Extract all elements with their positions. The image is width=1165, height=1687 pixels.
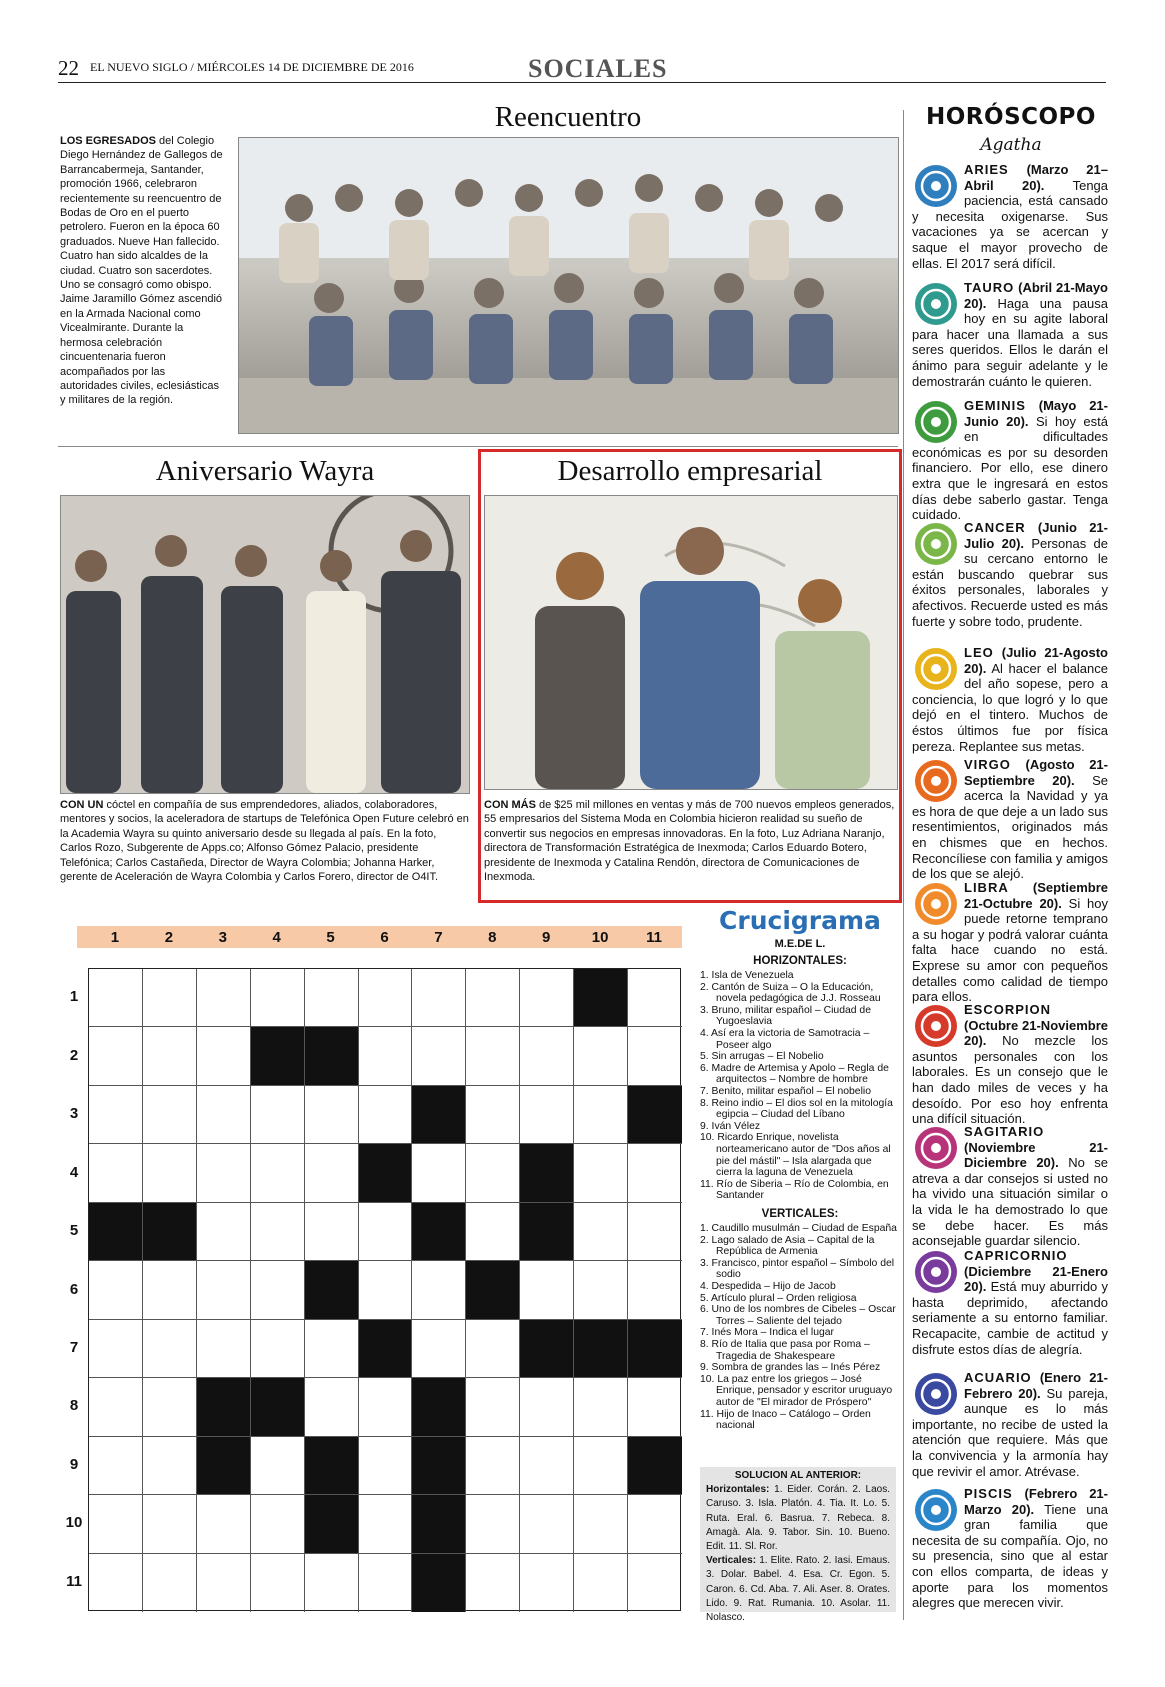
- group-photo-graphic: [239, 138, 898, 433]
- crossword-cell[interactable]: [412, 1320, 466, 1378]
- sign-name: LIBRA: [964, 880, 1009, 895]
- previous-solution: [700, 1467, 896, 1624]
- solution-horizontal-label: Horizontales:: [706, 1484, 770, 1496]
- crossword-black-cell: [305, 1495, 359, 1553]
- aries-icon: [914, 164, 958, 208]
- horizontal-clues: [700, 970, 897, 1202]
- sign-text: No mezcle los asuntos personales con los laborales. Es un consejo que le han dado miles de veces y ha desoído. Por eso hoy enfrenta una difícil situación.: [912, 1033, 1108, 1127]
- solution-horizontal-text: 1. Eider. Corán. 2. Laos. Caruso. 3. Isla. Platón. 4. Tia. It. Lo. 5. Ruta. Eral. 6. Basrua. 7. Rebeca. 8. Amagà. Ala. 9. Tabor. Sin. 10. Bueno. Edit. 11. Sl. Ror.: [706, 1484, 890, 1553]
- gemini-icon: [914, 400, 958, 444]
- horoscope-pisces: [912, 1486, 1108, 1611]
- crossword-cell[interactable]: [628, 969, 682, 1027]
- sign-dates: (Agosto 21-Septiembre 20).: [964, 757, 1108, 788]
- crossword-cell[interactable]: [197, 1261, 251, 1319]
- crossword-cell[interactable]: [89, 1554, 143, 1612]
- caption-reencuentro: [60, 134, 223, 408]
- crossword-black-cell: [251, 1378, 305, 1436]
- sign-name: GEMINIS: [964, 398, 1026, 413]
- horoscope-aries: [912, 162, 1108, 271]
- crossword-cell[interactable]: [251, 1203, 305, 1261]
- sign-dates: (Junio 21-Julio 20).: [964, 520, 1108, 551]
- crossword-black-cell: [520, 1320, 574, 1378]
- crossword-cell[interactable]: [305, 1144, 359, 1202]
- crossword-black-cell: [412, 1495, 466, 1553]
- crossword-author: M.E.DE L.: [774, 938, 826, 950]
- sign-name: LEO: [964, 645, 994, 660]
- crossword-cell[interactable]: [574, 1086, 628, 1144]
- crossword-black-cell: [305, 1437, 359, 1495]
- clue-item: 3. Bruno, militar español – Ciudad de Yugoeslavia: [700, 1004, 871, 1028]
- crossword-cell[interactable]: [359, 1261, 413, 1319]
- crossword-cell[interactable]: [197, 969, 251, 1027]
- sign-dates: (Mayo 21-Junio 20).: [964, 398, 1108, 429]
- crossword-cell[interactable]: [412, 969, 466, 1027]
- crossword-black-cell: [412, 1378, 466, 1436]
- crossword-cell[interactable]: [574, 1261, 628, 1319]
- solution-horizontal: [706, 1483, 890, 1554]
- clue-item: 5. Sin arrugas – El Nobelio: [700, 1051, 824, 1063]
- crossword-cell[interactable]: [359, 1203, 413, 1261]
- crossword-cell[interactable]: [520, 1554, 574, 1612]
- wayra-photo-graphic: [61, 496, 469, 793]
- caption-lead: LOS EGRESADOS: [60, 135, 156, 147]
- leo-icon: [914, 647, 958, 691]
- crossword-cell[interactable]: [466, 1144, 520, 1202]
- crossword-black-cell: [628, 1437, 682, 1495]
- horoscope-author: Agatha: [980, 135, 1042, 155]
- crossword-black-cell: [412, 1203, 466, 1261]
- horoscope-title: HORÓSCOPO: [926, 104, 1096, 130]
- vertical-clues: [700, 1223, 897, 1432]
- row-number: 5: [69, 1222, 79, 1240]
- column-number: 11: [646, 929, 662, 946]
- row-number: 6: [69, 1280, 79, 1298]
- crossword-cell[interactable]: [143, 1554, 197, 1612]
- row-number: 2: [69, 1046, 79, 1064]
- row-number: 11: [66, 1572, 82, 1590]
- capricorn-icon: [914, 1250, 958, 1294]
- column-number: 7: [434, 929, 443, 946]
- crossword-cell[interactable]: [143, 1378, 197, 1436]
- horoscope-libra: [912, 880, 1108, 1005]
- crossword-cell[interactable]: [251, 1320, 305, 1378]
- sign-dates: (Septiembre 21-Octubre 20).: [964, 880, 1108, 911]
- crossword-cell[interactable]: [520, 1437, 574, 1495]
- sign-text: Tiene una gran familia que necesita de su compañía. Ojo, no su presencia, sino que al estar con ellos comparta, de ideas y aporte para los momentos alegres que merecen vivir.: [912, 1501, 1108, 1611]
- crossword-black-cell: [197, 1378, 251, 1436]
- clue-item: 9. Sombra de grandes las – Inés Pérez: [700, 1362, 881, 1374]
- crossword-black-cell: [628, 1086, 682, 1144]
- horoscope-virgo: [912, 757, 1108, 882]
- row-number: 9: [69, 1455, 79, 1473]
- horoscope-cancer: [912, 520, 1108, 629]
- crossword-black-cell: [359, 1320, 413, 1378]
- crossword-cell[interactable]: [89, 1378, 143, 1436]
- sign-name: VIRGO: [964, 757, 1011, 772]
- crossword-cell[interactable]: [520, 1378, 574, 1436]
- column-number: 2: [164, 929, 174, 946]
- crossword-title: Crucigrama: [719, 906, 881, 935]
- crossword-black-cell: [197, 1437, 251, 1495]
- column-number: 1: [110, 929, 120, 946]
- row-number: 7: [69, 1338, 79, 1356]
- crossword-cell[interactable]: [359, 1027, 413, 1085]
- caption-lead: CON UN: [60, 799, 104, 811]
- sign-text: Al hacer el balance del año sopese, pero a conciencia, lo que logró y lo que dejó en el tintero. Muchos de éstos últimos fue por física pereza. Replantee sus metas.: [912, 660, 1108, 754]
- crossword-cell[interactable]: [143, 1437, 197, 1495]
- clue-item: 6. Uno de los nombres de Cibeles – Oscar Torres – Saliente del tejado: [700, 1304, 896, 1327]
- crossword-cell[interactable]: [197, 1086, 251, 1144]
- sign-dates: (Julio 21-Agosto 20).: [964, 645, 1108, 676]
- clue-item: 4. Despedida – Hijo de Jacob: [700, 1280, 836, 1292]
- crossword-column-numbers: [77, 926, 682, 948]
- crossword-cell[interactable]: [359, 1437, 413, 1495]
- cancer-icon: [914, 522, 958, 566]
- sign-dates: (Abril 21-Mayo 20).: [964, 280, 1108, 311]
- desarrollo-photo-graphic: [485, 496, 897, 789]
- crossword-cell[interactable]: [89, 1437, 143, 1495]
- sign-name: ARIES: [964, 162, 1009, 177]
- sign-dates: (Noviembre 21-Diciembre 20).: [964, 1139, 1108, 1171]
- crossword-cell[interactable]: [251, 1086, 305, 1144]
- crossword-cell[interactable]: [412, 1144, 466, 1202]
- crossword-cell[interactable]: [628, 1203, 682, 1261]
- crossword-cell[interactable]: [628, 1027, 682, 1085]
- sign-name: TAURO: [964, 280, 1015, 295]
- clue-item: 8. Río de Italia que pasa por Roma – Tragedia de Shakespeare: [700, 1338, 870, 1362]
- crossword-cell[interactable]: [89, 969, 143, 1027]
- crossword-cell[interactable]: [359, 969, 413, 1027]
- solution-vertical: [706, 1554, 890, 1625]
- caption-lead: CON MÁS: [484, 799, 536, 811]
- sign-text: Personas de su cercano entorno le están buscando quebrar sus éxitos personales, laborales y afectivos. Recuerde usted es más fuerte y sobre todo, prudente.: [912, 535, 1108, 629]
- horoscope-gemini: [912, 398, 1108, 523]
- column-number: 6: [380, 929, 389, 946]
- horoscope-sagittarius: [912, 1124, 1108, 1249]
- headline-reencuentro: Reencuentro: [494, 101, 642, 133]
- crossword-cell[interactable]: [574, 1437, 628, 1495]
- column-number: 10: [591, 929, 609, 946]
- clue-item: 5. Artículo plural – Orden religiosa: [700, 1292, 857, 1304]
- crossword-cell[interactable]: [143, 1086, 197, 1144]
- section-divider: [58, 446, 898, 447]
- crossword-black-cell: [628, 1320, 682, 1378]
- row-number: 1: [69, 988, 79, 1006]
- clue-item: 7. Benito, militar español – El nobelio: [700, 1085, 871, 1097]
- crossword-cell[interactable]: [520, 1027, 574, 1085]
- crossword-cell[interactable]: [359, 1554, 413, 1612]
- crossword-cell[interactable]: [89, 1495, 143, 1553]
- crossword-cell[interactable]: [628, 1495, 682, 1553]
- crossword-cell[interactable]: [466, 969, 520, 1027]
- crossword-cell[interactable]: [305, 1086, 359, 1144]
- crossword-cell[interactable]: [251, 1437, 305, 1495]
- crossword-cell[interactable]: [359, 1086, 413, 1144]
- sign-text: Si hoy puede retorne temprano a su hogar y podrá valorar cuánta falta hace cuando no está. Exprese su amor con pequeños detalles como calidad de tiempo para ellos.: [912, 895, 1108, 1005]
- crossword-cell[interactable]: [251, 1495, 305, 1553]
- sign-name: CAPRICORNIO: [964, 1248, 1068, 1263]
- crossword-cell[interactable]: [89, 1144, 143, 1202]
- clue-item: 9. Iván Vélez: [700, 1120, 761, 1132]
- caption-text: del Colegio Diego Hernández de Gallegos de Barrancabermeja, Santander, promoción 1966, celebraron recientemente su reencuentro de Bodas de Oro en el puerto petrolero. Fueron en la época 60 graduados. Nueve Han fallecido. Cuatro han sido alcaldes de la ciudad. Cuatro son sacerdotes. Uno se consagró como obispo. Jaime Jaramillo Gómez ascendió en la Armada Nacional como Vicealmirante. Durante la hermosa celebración cincuentenaria fueron acompañados por las autoridades civiles, eclesiásticas y militares de la región.: [60, 135, 223, 407]
- solution-vertical-text: 1. Elite. Rato. 2. Iasi. Emaus. 3. Dolar. Babel. 4. Esa. Cr. Egon. 5. Caron. 6. Cd. Aba. 7. Ali. Aser. 8. Orates. Lido. 9. Rat. Rumania. 10. Asolar. 11. Nolasco.: [706, 1555, 890, 1624]
- clue-item: 7. Inés Mora – Indica el lugar: [700, 1327, 834, 1339]
- libra-icon: [914, 882, 958, 926]
- crossword-cell[interactable]: [89, 1320, 143, 1378]
- crossword-cell[interactable]: [466, 1554, 520, 1612]
- crossword-cell[interactable]: [628, 1144, 682, 1202]
- crossword-cell[interactable]: [89, 1261, 143, 1319]
- crossword-black-cell: [143, 1203, 197, 1261]
- column-number: 8: [488, 929, 497, 946]
- crossword-cell[interactable]: [359, 1495, 413, 1553]
- column-number: 4: [272, 929, 281, 946]
- horoscope-capricorn: [912, 1248, 1108, 1357]
- crossword-black-cell: [412, 1437, 466, 1495]
- crossword-cell[interactable]: [143, 1320, 197, 1378]
- crossword-cell[interactable]: [143, 969, 197, 1027]
- crossword-cell[interactable]: [305, 1378, 359, 1436]
- caption-wayra: [60, 798, 470, 884]
- clue-item: 2. Lago salado de Asia – Capital de la República de Armenia: [700, 1234, 875, 1258]
- crossword-black-cell: [305, 1261, 359, 1319]
- column-number: 9: [542, 929, 551, 946]
- sign-dates: (Diciembre 21-Enero 20).: [964, 1263, 1108, 1295]
- caption-desarrollo: [484, 798, 896, 884]
- horoscope-aquarius: [912, 1370, 1108, 1479]
- crossword-grid: [88, 968, 681, 1611]
- column-number: 5: [326, 929, 335, 946]
- crossword-cell[interactable]: [628, 1554, 682, 1612]
- sign-text: Tenga paciencia, está cansado y necesita oxigenarse. Sus vacaciones ya se acercan y saque el mayor provecho de ellas. El 2017 será difícil.: [912, 177, 1109, 271]
- paper-date-line: EL NUEVO SIGLO / MIÉRCOLES 14 DE DICIEMBRE DE 2016: [90, 60, 414, 74]
- crossword-black-cell: [251, 1027, 305, 1085]
- sign-text: Está muy aburrido y hasta deprimido, afectando seriamente a su entorno familiar. Recapacite, cambie de actitud y disfrute estos días de alegría.: [912, 1279, 1108, 1357]
- masthead: [58, 52, 1106, 83]
- sign-text: Haga una pausa hoy en su agite laboral para hacer una llamada a sus seres queridos. Ellos le darán el ánimo para seguir adelante y le demostrarán cuánto le quieren.: [912, 295, 1108, 389]
- row-number: 3: [69, 1105, 79, 1123]
- clue-item: 4. Así era la victoria de Samotracia – Poseer algo: [700, 1027, 870, 1051]
- clue-item: 11. Hijo de Inaco – Catálogo – Orden nacional: [700, 1408, 871, 1432]
- horizontal-heading: HORIZONTALES:: [753, 955, 847, 967]
- sign-text: Se acerca la Navidad y ya es hora de que deje a un lado sus resentimientos, originados más en chismes que en hechos. Reconcíliese con familia y amigos de los que se alejó.: [912, 772, 1108, 882]
- sign-text: Su pareja, aunque es lo más importante, no recibe de usted la atención que requiere. Más que la convivencia y la armonía hay que revivir el amor. Atrévase.: [912, 1385, 1108, 1479]
- crossword-cell[interactable]: [197, 1144, 251, 1202]
- crossword-cell[interactable]: [520, 1261, 574, 1319]
- crossword-cell[interactable]: [466, 1086, 520, 1144]
- column-divider: [903, 110, 904, 1620]
- crossword-black-cell: [359, 1144, 413, 1202]
- sign-dates: (Enero 21-Febrero 20).: [964, 1370, 1108, 1401]
- crossword-cell[interactable]: [251, 969, 305, 1027]
- crossword-cell[interactable]: [305, 1320, 359, 1378]
- sign-name: CANCER: [964, 520, 1026, 535]
- aquarius-icon: [914, 1372, 958, 1416]
- caption-text: cóctel en compañía de sus emprendedores, aliados, colaboradores, mentores y socios, la aceleradora de startups de Telefónica Open Future celebró en la Academia Wayra su quinto aniversario desde su llegada al país. En la foto, Carlos Rozo, Subgerente de Apps.co; Alfonso Gómez Palacio, presidente Telefónica; Carlos Castañeda, Director de Wayra Colombia; Johanna Harker, gerente de Aceleración de Wayra Colombia y Carlos Forero, director de O4IT.: [60, 799, 469, 884]
- section-title: SOCIALES: [528, 54, 668, 83]
- crossword-cell[interactable]: [520, 1086, 574, 1144]
- crossword-cell[interactable]: [143, 1261, 197, 1319]
- crossword-cell[interactable]: [143, 1144, 197, 1202]
- crossword-cell[interactable]: [89, 1086, 143, 1144]
- crossword-cell[interactable]: [520, 969, 574, 1027]
- crossword-cell[interactable]: [359, 1378, 413, 1436]
- crossword-cell[interactable]: [466, 1320, 520, 1378]
- horoscope-taurus: [912, 280, 1108, 389]
- page-number: 22: [58, 56, 79, 80]
- crossword-cell[interactable]: [197, 1203, 251, 1261]
- crossword-black-cell: [520, 1144, 574, 1202]
- sign-dates: (Marzo 21–Abril 20).: [964, 162, 1108, 193]
- horoscope-scorpio: [912, 1002, 1108, 1127]
- crossword-cell[interactable]: [574, 1027, 628, 1085]
- caption-text: de $25 mil millones en ventas y más de 700 nuevos empleos generados, 55 empresarios del Sistema Moda en Colombia hicieron realidad su sueño de convertir sus negocios en empresas innovadoras. En la foto, Luz Adriana Naranjo, directora de Transformación Estratégica de Inexmoda; Carlos Eduardo Botero, presidente de Inexmoda y Catalina Rendón, directora de Comunicaciones de Inexmoda.: [484, 799, 895, 884]
- solution-vertical-label: Verticales:: [706, 1555, 757, 1567]
- crossword-cell[interactable]: [466, 1203, 520, 1261]
- crossword-cell[interactable]: [305, 1203, 359, 1261]
- clue-item: 11. Río de Siberia – Río de Colombia, en Santander: [700, 1178, 889, 1202]
- crossword-cell[interactable]: [412, 1261, 466, 1319]
- crossword-cell[interactable]: [89, 1027, 143, 1085]
- crossword-black-cell: [574, 969, 628, 1027]
- column-number: 3: [218, 929, 227, 946]
- crossword-cell[interactable]: [143, 1027, 197, 1085]
- crossword-cell[interactable]: [305, 1554, 359, 1612]
- crossword-black-cell: [412, 1554, 466, 1612]
- clue-item: 10. Ricardo Enrique, novelista norteamericano autor de "Dos años al pie del mástil" – Isla alargada que cierra la laguna de Venezuela: [700, 1132, 891, 1179]
- crossword-cell[interactable]: [574, 1554, 628, 1612]
- photo-wayra: [60, 495, 470, 794]
- crossword-black-cell: [466, 1261, 520, 1319]
- crossword-cell[interactable]: [466, 1495, 520, 1553]
- clue-item: 1. Caudillo musulmán – Ciudad de España: [700, 1223, 897, 1234]
- crossword-cell[interactable]: [574, 1378, 628, 1436]
- crossword-cell[interactable]: [197, 1554, 251, 1612]
- headline-wayra: Aniversario Wayra: [155, 455, 375, 487]
- horoscope-leo: [912, 645, 1108, 754]
- crossword-cell[interactable]: [466, 1378, 520, 1436]
- crossword-cell[interactable]: [251, 1261, 305, 1319]
- crossword-cell[interactable]: [574, 1203, 628, 1261]
- clue-item: 1. Isla de Venezuela: [700, 970, 794, 981]
- crossword-black-cell: [574, 1320, 628, 1378]
- clue-item: 8. Reino indio – El dios sol en la mitología egipcia – Ciudad del Líbano: [700, 1097, 893, 1121]
- crossword-black-cell: [305, 1027, 359, 1085]
- sign-text: No se atreva a dar consejos si usted no ha vivido una situación similar o la vida le ha demostrado lo que se debe hacer. Es más aconsejable guardar silencio.: [912, 1155, 1109, 1249]
- row-number: 4: [69, 1163, 79, 1181]
- clue-item: 2. Cantón de Suiza – O la Educación, novela pedagógica de J.J. Rosseau: [700, 981, 881, 1005]
- crossword-cell[interactable]: [520, 1495, 574, 1553]
- vertical-heading: VERTICALES:: [761, 1208, 839, 1220]
- sign-name: PISCIS: [964, 1486, 1013, 1501]
- pisces-icon: [914, 1488, 958, 1532]
- crossword-cell[interactable]: [305, 969, 359, 1027]
- crossword-cell[interactable]: [251, 1554, 305, 1612]
- taurus-icon: [914, 282, 958, 326]
- row-number: 10: [65, 1514, 83, 1532]
- sign-name: ESCORPION: [964, 1002, 1052, 1017]
- crossword-cell[interactable]: [574, 1144, 628, 1202]
- crossword-cell[interactable]: [251, 1144, 305, 1202]
- crossword-black-cell: [520, 1203, 574, 1261]
- crossword-cell[interactable]: [197, 1320, 251, 1378]
- crossword-cell[interactable]: [628, 1261, 682, 1319]
- scorpio-icon: [914, 1004, 958, 1048]
- crossword-cell[interactable]: [574, 1495, 628, 1553]
- crossword-black-cell: [89, 1203, 143, 1261]
- photo-reencuentro: [238, 137, 899, 434]
- crossword-cell[interactable]: [143, 1495, 197, 1553]
- clue-item: 3. Francisco, pintor español – Símbolo del sodio: [700, 1257, 895, 1281]
- sign-text: Si hoy está en dificultades económicas es por su desorden financiero. Por ello, ese dinero extra que le ingresará en estos días debe saberlo gastar. Tenga cuidado.: [912, 413, 1108, 523]
- crossword-cell[interactable]: [197, 1495, 251, 1553]
- crossword-cell[interactable]: [628, 1378, 682, 1436]
- virgo-icon: [914, 759, 958, 803]
- crossword-cell[interactable]: [412, 1027, 466, 1085]
- row-number: 8: [69, 1397, 79, 1415]
- sign-name: SAGITARIO: [964, 1124, 1045, 1139]
- crossword-cell[interactable]: [197, 1027, 251, 1085]
- photo-desarrollo: [484, 495, 898, 790]
- sign-name: ACUARIO: [964, 1370, 1032, 1385]
- crossword-cell[interactable]: [466, 1027, 520, 1085]
- crossword-black-cell: [412, 1086, 466, 1144]
- solution-heading: SOLUCION AL ANTERIOR:: [734, 1470, 862, 1481]
- sagittarius-icon: [914, 1126, 958, 1170]
- sign-dates: (Octubre 21-Noviembre 20).: [964, 1017, 1108, 1049]
- clue-item: 6. Madre de Artemisa y Apolo – Regla de arquitectos – Nombre de hombre: [700, 1062, 889, 1086]
- sign-dates: (Febrero 21-Marzo 20).: [964, 1486, 1108, 1517]
- clue-item: 10. La paz entre los griegos – José Enrique, pensador y escritor uruguayo autor de "El mirador de Próspero": [700, 1373, 893, 1408]
- headline-desarrollo: Desarrollo empresarial: [557, 455, 823, 487]
- crossword-cell[interactable]: [466, 1437, 520, 1495]
